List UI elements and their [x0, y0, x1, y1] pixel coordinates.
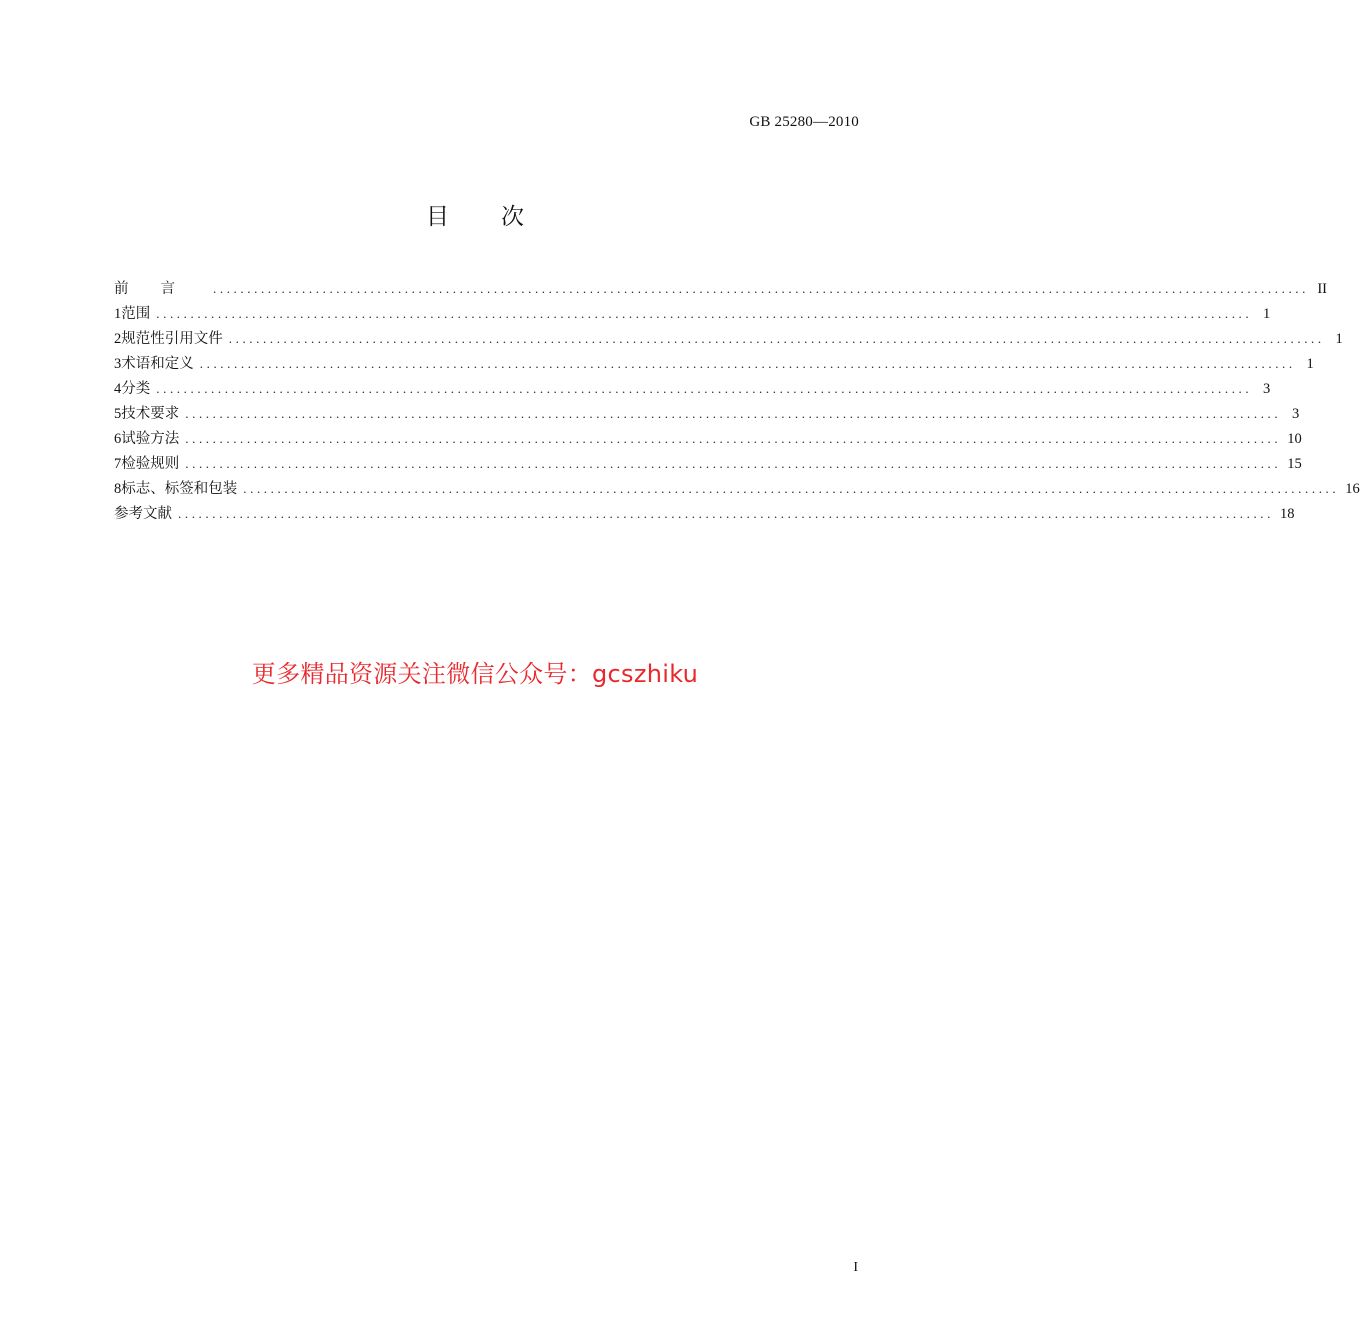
toc-entry-number: 8 [114, 481, 122, 497]
toc-entry-label: 参考文献 [114, 506, 172, 522]
standard-code: GB 25280—2010 [749, 114, 859, 130]
toc-list [114, 276, 1360, 526]
toc-leader-dots: ................................................................................................................................................................ [213, 281, 1309, 296]
toc-entry-2[interactable] [114, 326, 1343, 351]
toc-leader-dots: ................................................................................................................................................................ [156, 381, 1253, 396]
toc-leader-dots: ................................................................................................................................................................ [178, 506, 1274, 521]
toc-entry-foreword[interactable] [114, 276, 1327, 301]
toc-entry-5[interactable] [114, 401, 1300, 426]
toc-entry-number: 7 [114, 456, 122, 472]
page-number: I [853, 1260, 858, 1275]
toc-entry-page: 15 [1287, 456, 1302, 472]
toc-entry-label: 标志、标签和包装 [121, 481, 238, 497]
toc-entry-page: 3 [1263, 381, 1271, 397]
toc-entry-page: 18 [1280, 506, 1295, 522]
toc-leader-dots: ................................................................................................................................................................ [185, 431, 1282, 446]
toc-entry-label: 技术要求 [121, 406, 180, 422]
toc-leader-dots: ................................................................................................................................................................ [199, 356, 1296, 371]
toc-leader-dots: ................................................................................................................................................................ [228, 331, 1325, 346]
toc-entry-6[interactable] [114, 426, 1302, 451]
toc-entry-number: 3 [114, 356, 122, 372]
toc-title-part2: 次 [501, 204, 524, 230]
toc-entry-page: 3 [1292, 406, 1300, 422]
toc-entry-4[interactable] [114, 376, 1271, 401]
toc-entry-7[interactable] [114, 451, 1302, 476]
toc-entry-page: 10 [1287, 431, 1302, 447]
toc-entry-label: 术语和定义 [121, 356, 194, 372]
toc-entry-number: 1 [114, 306, 122, 322]
promo-banner: 更多精品资源关注微信公众号：gcszhiku [251, 660, 699, 688]
toc-entry-number: 4 [114, 381, 122, 397]
toc-entry-1[interactable] [114, 301, 1271, 326]
toc-entry-8[interactable] [114, 476, 1360, 501]
toc-entry-label: 规范性引用文件 [121, 331, 223, 347]
toc-entry-label: 检验规则 [121, 456, 180, 472]
toc-entry-label: 前言 [114, 281, 207, 297]
toc-entry-label: 分类 [121, 381, 151, 397]
toc-entry-number: 5 [114, 406, 122, 422]
toc-leader-dots: ................................................................................................................................................................ [185, 456, 1282, 471]
toc-entry-page: 1 [1306, 356, 1314, 372]
toc-entry-3[interactable] [114, 351, 1314, 376]
toc-entry-label: 试验方法 [121, 431, 180, 447]
toc-entry-references[interactable] [114, 501, 1295, 526]
toc-entry-label: 范围 [121, 306, 151, 322]
toc-leader-dots: ................................................................................................................................................................ [156, 306, 1253, 321]
toc-entry-number: 2 [114, 331, 122, 347]
toc-entry-number: 6 [114, 431, 122, 447]
toc-leader-dots: ................................................................................................................................................................ [243, 481, 1340, 496]
toc-leader-dots: ................................................................................................................................................................ [185, 406, 1282, 421]
toc-entry-page: II [1317, 281, 1327, 297]
toc-entry-page: 1 [1335, 331, 1343, 347]
toc-title [0, 198, 950, 231]
toc-entry-page: 1 [1263, 306, 1271, 322]
toc-title-part1: 目 [426, 204, 449, 230]
toc-entry-page: 16 [1345, 481, 1360, 497]
